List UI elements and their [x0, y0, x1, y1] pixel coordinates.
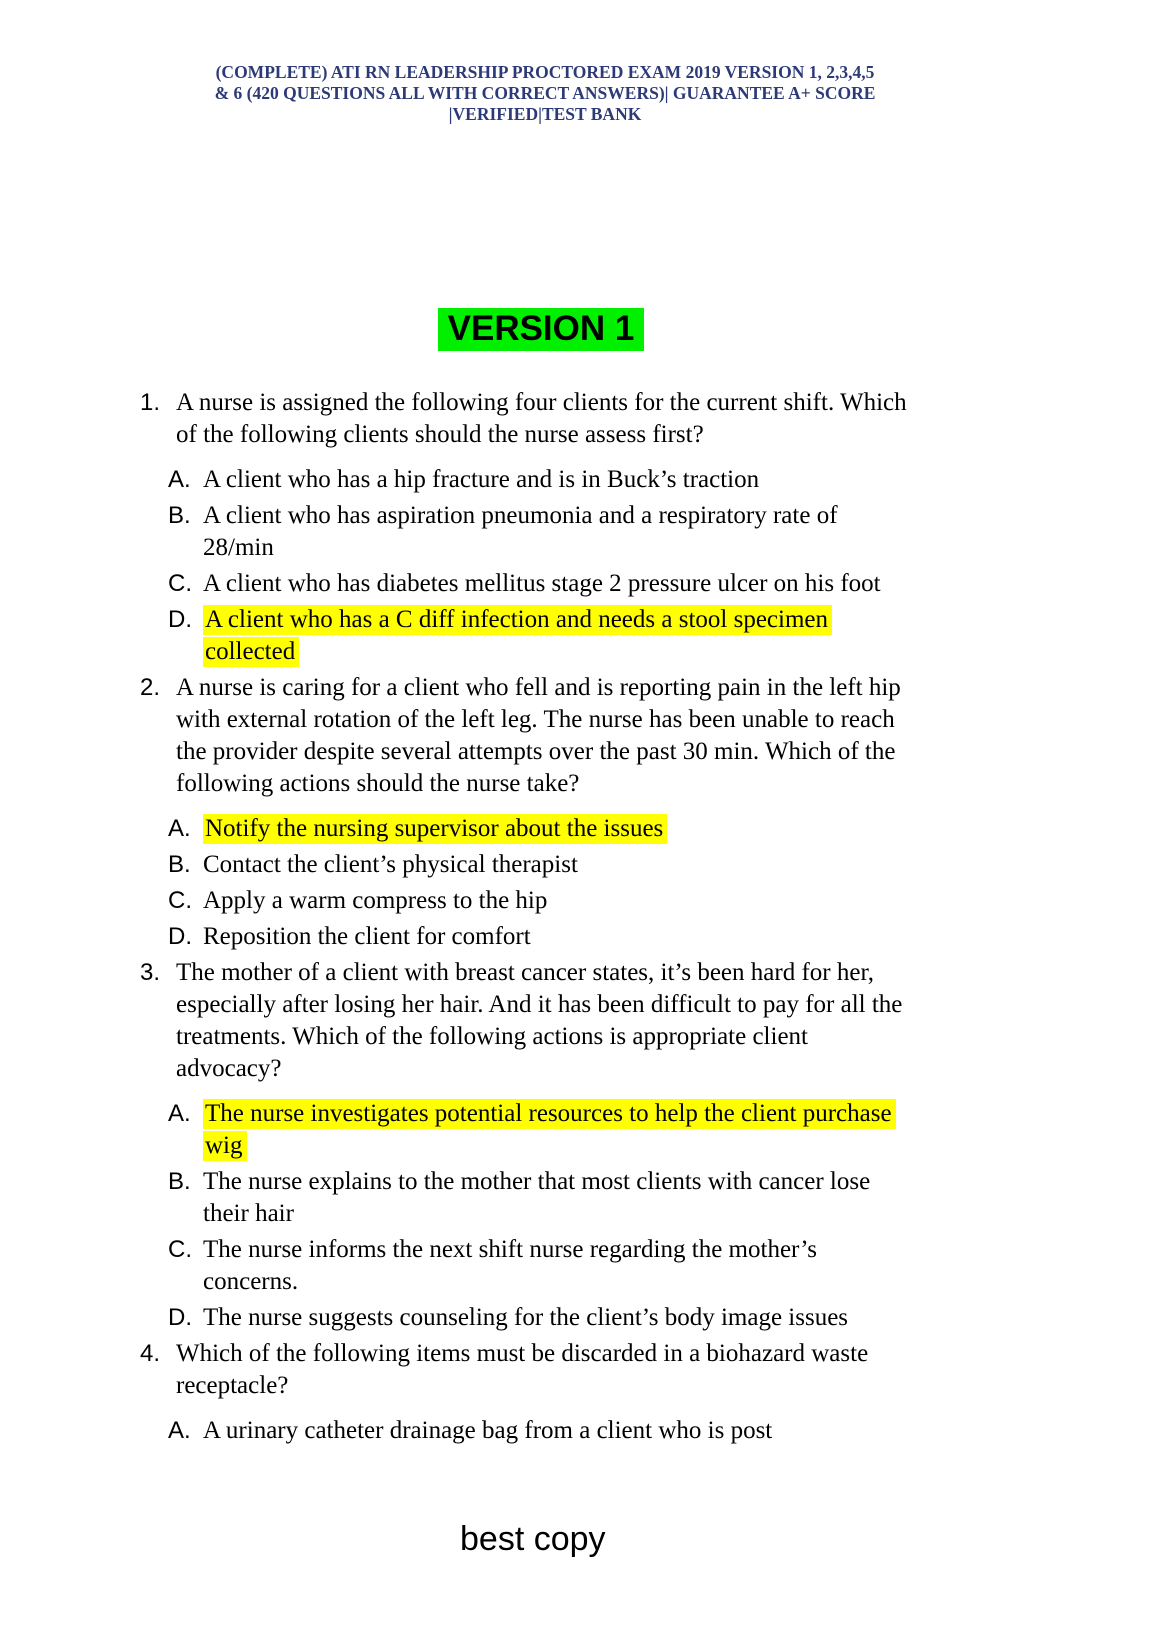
option-row: [168, 500, 908, 564]
option-text-span: Contact the client’s physical therapist: [203, 851, 578, 878]
question: [140, 672, 908, 953]
option-text: [203, 1098, 908, 1162]
option-text-span: A client who has a hip fracture and is in Buck’s traction: [203, 466, 760, 493]
option-row: [168, 604, 908, 668]
option-text-span: Reposition the client for comfort: [203, 923, 531, 950]
document-header: (COMPLETE) ATI RN LEADERSHIP PROCTORED EXAM 2019 VERSION 1, 2,3,4,5 & 6 (420 QUESTIONS ALL WITH CORRECT ANSWERS)| GUARANTEE A+ SCORE |VERIFIED|TEST BANK: [214, 62, 876, 124]
option-letter: C.: [168, 570, 192, 597]
option-text: [203, 885, 908, 917]
option-letter: A.: [168, 466, 191, 493]
question-stem-row: [140, 957, 908, 1085]
option-text-span: Apply a warm compress to the hip: [203, 887, 548, 914]
option-letter: A.: [168, 815, 191, 842]
question-number: 3.: [140, 959, 161, 986]
option-text: [203, 1302, 908, 1334]
option-letter: D.: [168, 606, 192, 633]
option-row: [168, 1415, 908, 1447]
option-row: [168, 813, 908, 845]
question-number: 1.: [140, 389, 161, 416]
highlighted-answer: Notify the nursing supervisor about the issues: [203, 814, 667, 844]
question-stem: Which of the following items must be discarded in a biohazard waste receptacle?: [176, 1340, 869, 1399]
question-stem-row: [140, 387, 908, 451]
option-letter: C.: [168, 887, 192, 914]
question: [140, 957, 908, 1334]
option-list: [168, 1415, 908, 1447]
option-text: [203, 849, 908, 881]
footer-watermark: best copy: [460, 1520, 606, 1558]
option-row: [168, 1234, 908, 1298]
option-row: [168, 885, 908, 917]
question-stem-row: [140, 672, 908, 800]
option-text: [203, 464, 908, 496]
option-letter: B.: [168, 851, 191, 878]
option-text: [203, 1166, 908, 1230]
option-text: [203, 568, 908, 600]
option-letter: A.: [168, 1100, 191, 1127]
question-stem: A nurse is caring for a client who fell and is reporting pain in the left hip with external rotation of the left leg. The nurse has been unable to reach the provider despite several attempts over the past 30 min. Which of the following actions should the nurse take?: [176, 674, 901, 797]
version-title-row: [0, 308, 1118, 351]
question-stem: A nurse is assigned the following four clients for the current shift. Which of the following clients should the nurse assess first?: [176, 389, 907, 448]
option-letter: C.: [168, 1236, 192, 1263]
question: [140, 387, 908, 668]
option-row: [168, 1302, 908, 1334]
option-text: [203, 500, 908, 564]
option-text: [203, 921, 908, 953]
option-letter: B.: [168, 1168, 191, 1195]
option-row: [168, 921, 908, 953]
option-letter: B.: [168, 502, 191, 529]
question-stem: The mother of a client with breast cancer states, it’s been hard for her, especially after losing her hair. And it has been difficult to pay for all the treatments. Which of the following actions is appropriate client advocacy?: [176, 959, 903, 1082]
option-letter: A.: [168, 1417, 191, 1444]
option-list: [168, 813, 908, 953]
option-letter: D.: [168, 923, 192, 950]
option-row: [168, 1166, 908, 1230]
option-list: [168, 1098, 908, 1334]
option-text-span: The nurse informs the next shift nurse regarding the mother’s concerns.: [203, 1236, 817, 1295]
option-text: [203, 1234, 908, 1298]
question-list: [140, 387, 908, 1447]
question-stem-row: [140, 1338, 908, 1402]
option-text: [203, 813, 908, 845]
highlighted-answer: The nurse investigates potential resources to help the client purchase wig: [203, 1099, 896, 1161]
option-row: [168, 1098, 908, 1162]
option-row: [168, 464, 908, 496]
option-letter: D.: [168, 1304, 192, 1331]
option-text-span: The nurse explains to the mother that most clients with cancer lose their hair: [203, 1168, 871, 1227]
option-row: [168, 568, 908, 600]
option-text-span: A urinary catheter drainage bag from a client who is post: [203, 1417, 773, 1444]
option-row: [168, 849, 908, 881]
option-text: [203, 604, 908, 668]
option-text-span: A client who has diabetes mellitus stage 2 pressure ulcer on his foot: [203, 570, 881, 597]
option-text: [203, 1415, 908, 1447]
question-number: 2.: [140, 674, 161, 701]
option-list: [168, 464, 908, 668]
option-text-span: A client who has aspiration pneumonia and a respiratory rate of 28/min: [203, 502, 838, 561]
question: [140, 1338, 908, 1447]
option-text-span: The nurse suggests counseling for the client’s body image issues: [203, 1304, 849, 1331]
version-title: VERSION 1: [438, 308, 645, 351]
question-number: 4.: [140, 1340, 161, 1367]
highlighted-answer: A client who has a C diff infection and needs a stool specimen collected: [203, 605, 832, 667]
